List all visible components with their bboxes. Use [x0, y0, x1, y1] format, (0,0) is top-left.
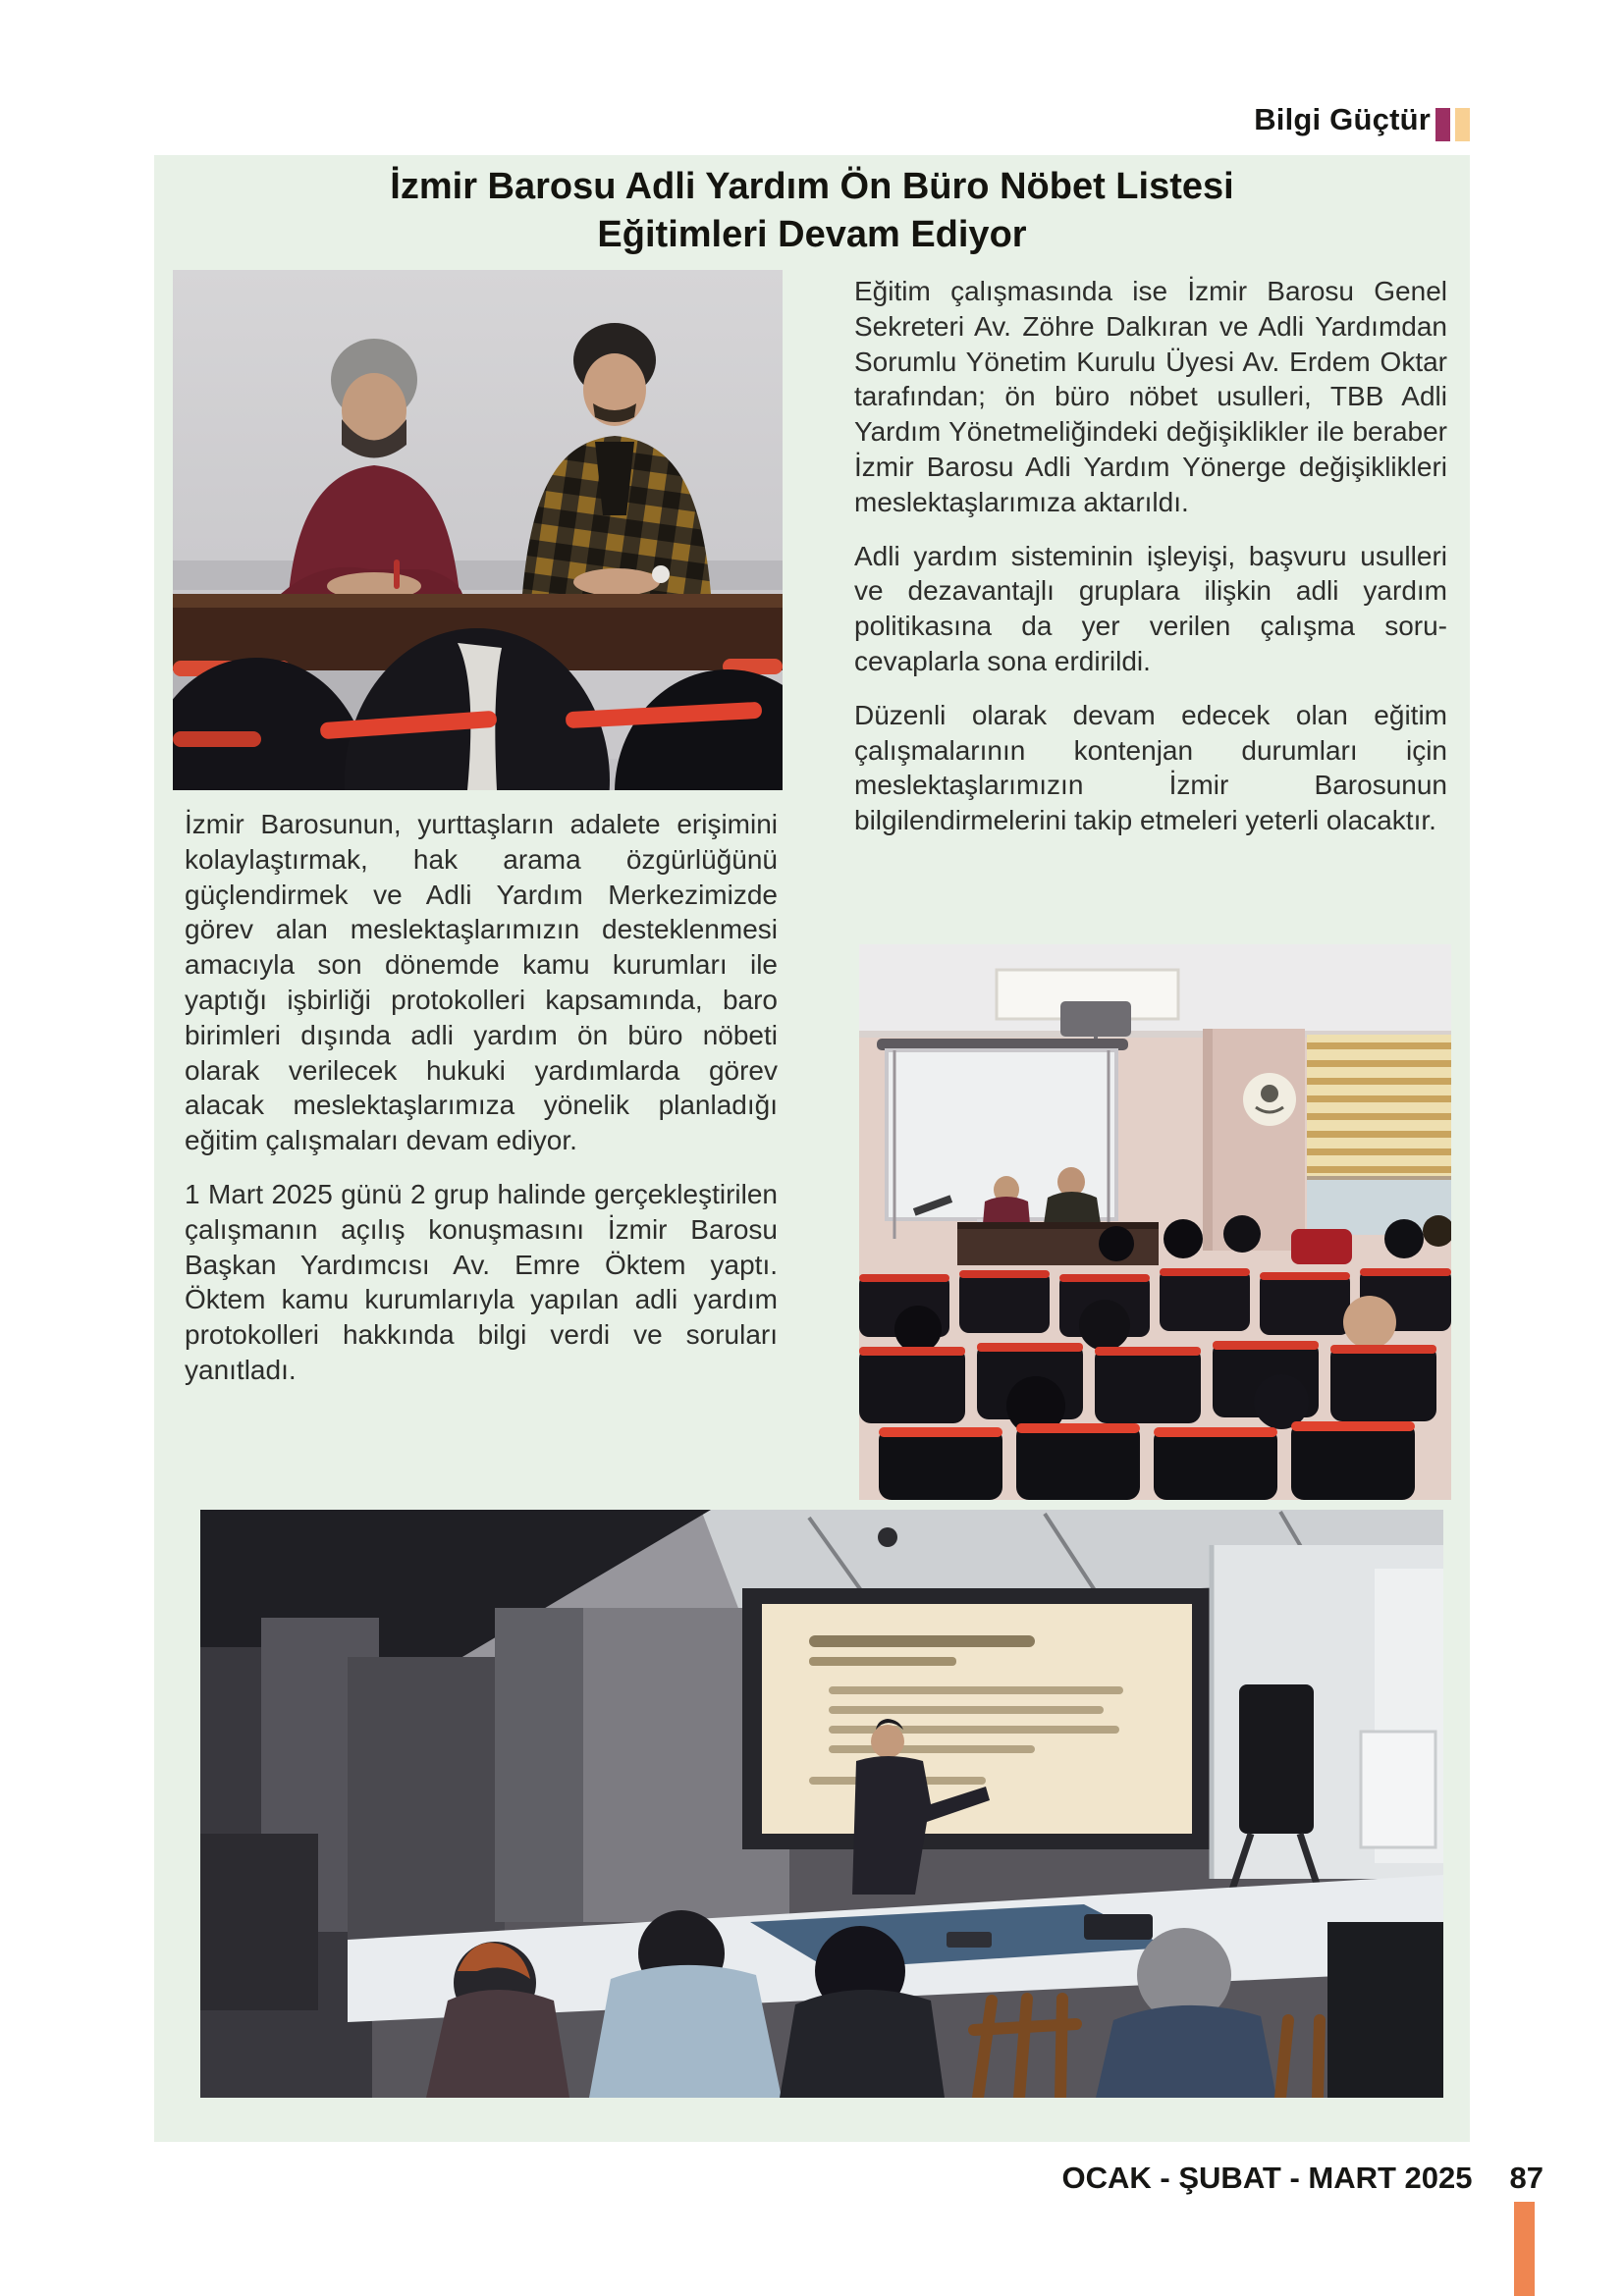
footer-accent-bar [1514, 2202, 1535, 2296]
footer [1062, 2161, 1543, 2196]
brand-title: Bilgi Güçtür [1254, 102, 1431, 136]
right-wall [1212, 1545, 1443, 1922]
article-paragraph: İzmir Barosunun, yurttaşların adalete erişimini kolaylaştırmak, hak arama özgürlüğünü güçlendirmek ve Adli Yardım Merkezimizde görev alan meslektaşlarımızın desteklenmesi amacıyla son dönemde kamu kurumları ile yaptığı işbirliği protokolleri kapsamında, baro birimleri dışında adli yardım ön büro nöbeti olarak verilecek hukuki yardımlarda görev alacak meslektaşlarımıza yönelik planladığı eğitim çalışmaları devam ediyor. [185, 809, 778, 1156]
footer-page-number: 87 [1509, 2161, 1543, 2195]
article-title-line-1: İzmir Barosu Adli Yardım Ön Büro Nöbet Listesi [390, 166, 1234, 207]
article-paragraph: Eğitim çalışmasında ise İzmir Barosu Genel Sekreteri Av. Zöhre Dalkıran ve Adli Yardımdan Sorumlu Yönetim Kurulu Üyesi Av. Erdem Oktar tarafından; ön büro nöbet usulleri, TBB Adli Yardım Yönetmeliğindeki değişiklikler ile beraber İzmir Barosu Adli Yardım Yönerge değişiklikleri meslektaşlarımıza aktarıldı. [854, 276, 1447, 517]
photo-speakers-closeup-graphic [173, 270, 783, 790]
wall-column [1203, 1029, 1305, 1251]
article-paragraph: Adli yardım sisteminin işleyişi, başvuru usulleri ve dezavantajlı gruplara ilişkin adli yardım politikasına da yer verilen çalışma soru-cevaplarla sona erdirildi. [854, 540, 1447, 676]
article-title-line-2: Eğitimleri Devam Ediyor [597, 214, 1027, 255]
photo-seminar-hall [859, 944, 1451, 1500]
photo-training-room-graphic [200, 1510, 1443, 2098]
article-title [154, 163, 1470, 259]
flipchart [1361, 1732, 1435, 1847]
article-paragraph: 1 Mart 2025 günü 2 grup halinde gerçekleştirilen çalışmanın açılış konuşmasını İzmir Barosu Başkan Yardımcısı Av. Emre Öktem yaptı. Öktem kamu kurumlarıyla yapılan adli yardım protokolleri hakkında bilgi verdi ve soruları yanıtladı. [185, 1178, 778, 1385]
photo-seminar-hall-graphic [859, 944, 1451, 1500]
article-paragraph: Düzenli olarak devam edecek olan eğitim çalışmalarının kontenjan durumları için meslektaşlarımızın İzmir Barosunun bilgilendirmelerini takip etmeleri yeterli olacaktır. [854, 699, 1447, 836]
article-left-column [185, 807, 778, 1407]
presentation-screen [742, 1588, 1212, 1849]
photo-speakers-closeup [173, 270, 783, 790]
brand-accent-bar-magenta [1435, 108, 1450, 141]
article-right-column [854, 274, 1447, 857]
brand-accent-bar-peach [1455, 108, 1470, 141]
photo-training-room [200, 1510, 1443, 2098]
speaker-box [1239, 1684, 1314, 1834]
footer-issue: OCAK - ŞUBAT - MART 2025 [1061, 2161, 1473, 2195]
window-blind [1307, 1035, 1451, 1235]
